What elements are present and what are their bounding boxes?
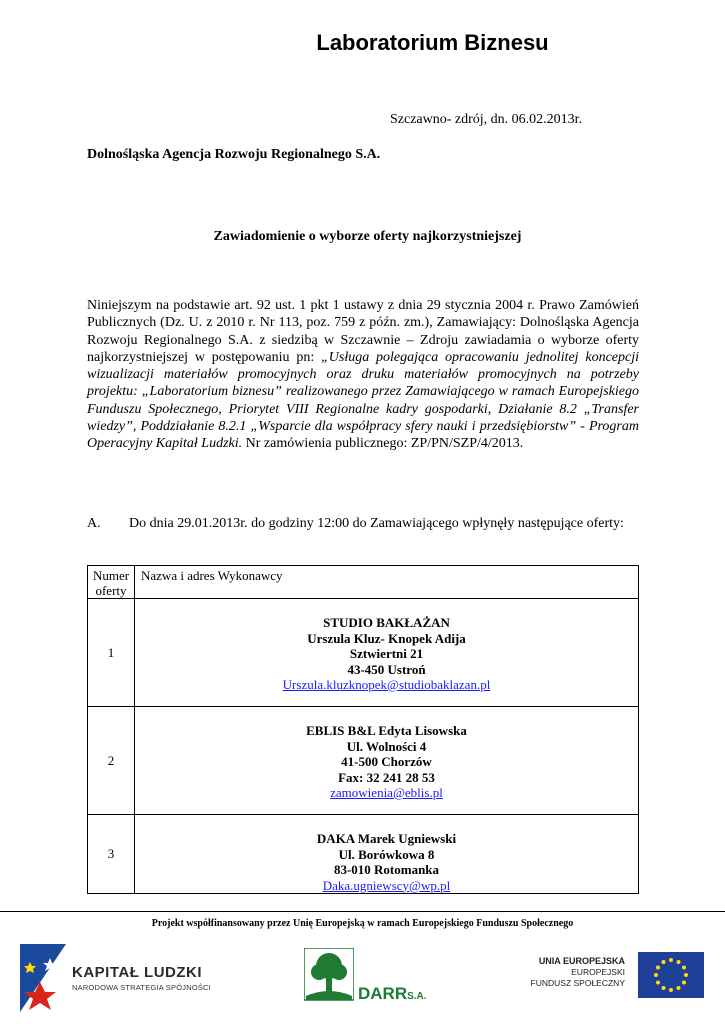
eu-text — [531, 956, 625, 989]
offer-number: 3 — [88, 815, 135, 894]
kapital-ludzki-title: KAPITAŁ LUDZKI — [72, 964, 203, 981]
darr-name-text: DARR — [358, 984, 408, 1003]
header-number: Numer oferty — [88, 566, 135, 599]
place-date: Szczawno- zdrój, dn. 06.02.2013r. — [390, 112, 583, 127]
offer-number: 1 — [88, 599, 135, 707]
footer-divider — [0, 911, 725, 912]
offer-line: 43-450 Ustroń — [347, 661, 426, 677]
eu-line-3: FUNDUSZ SPOŁECZNY — [530, 978, 625, 988]
kapital-ludzki-emblem-icon — [20, 944, 66, 1012]
document-header-title: Laboratorium Biznesu — [316, 30, 549, 55]
offer-line: 41-500 Chorzów — [341, 754, 432, 769]
offer-line: Fax: 32 241 28 53 — [338, 769, 435, 785]
offer-line: 83-010 Rotomanka — [333, 862, 440, 877]
eu-line-1: UNIA EUROPEJSKA — [538, 956, 625, 966]
section-a — [87, 515, 639, 532]
offer-details — [135, 599, 639, 707]
letter-subject: Zawiadomienie o wyborze oferty najkorzystniejszej — [213, 229, 522, 244]
table-row — [88, 707, 639, 815]
offer-line: EBLIS B&L Edyta Lisowska — [306, 723, 467, 738]
header-name: Nazwa i adres Wykonawcy — [135, 566, 639, 599]
body-part-2: Nr zamówienia publicznego: ZP/PN/SZP/4/2013. — [242, 436, 524, 452]
offers-table — [87, 565, 639, 894]
eu-line-2: EUROPEJSKI — [571, 967, 625, 977]
letter-body — [87, 297, 639, 453]
offer-line: DAKA Marek Ugniewski — [316, 831, 457, 846]
darr-logo — [302, 944, 432, 1012]
offer-line: STUDIO BAKŁAŻAN — [323, 615, 450, 630]
offer-number: 2 — [88, 707, 135, 815]
eu-logo — [520, 944, 720, 1012]
offer-details — [135, 815, 639, 894]
body-italic-title: „Usługa polegająca opracowaniu jednolitej koncepcji wizualizacji materiałów promocyjnych oraz druku materiałów promocyjnych na potrzeby projektu: „Laboratorium biznesu” realizowanego przez Zamawiającego w ramach Europejskiego Funduszu Społecznego, Priorytet VIII Regionalne kadry gospodarki, Działanie 8.2 „Transfer wiedzy”, Poddziałanie 8.2.1 „Wsparcie dla współpracy sfery nauki i przedsiębiorstw” - Program Operacyjny Kapitał Ludzki. — [87, 349, 639, 452]
offer-email-link[interactable]: Urszula.kluzknopek@studiobaklazan.pl — [282, 677, 491, 692]
table-row — [88, 815, 639, 894]
kapital-ludzki-logo — [20, 944, 240, 1012]
footer-cofinancing-text: Projekt współfinansowany przez Unię Europejską w ramach Europejskiego Funduszu Społecznego — [151, 918, 574, 929]
offer-line: Ul. Wolności 4 — [346, 738, 427, 754]
table-header-row — [88, 566, 639, 599]
table-row — [88, 599, 639, 707]
darr-suffix: S.A. — [407, 991, 427, 1002]
recipient: Dolnośląska Agencja Rozwoju Regionalnego S.A. — [87, 147, 381, 162]
section-a-text: Do dnia 29.01.2013r. do godziny 12:00 do Zamawiającego wpłynęły następujące oferty: — [129, 516, 624, 531]
offer-email-link[interactable]: zamowienia@eblis.pl — [330, 785, 443, 800]
offer-email-link[interactable]: Daka.ugniewscy@wp.pl — [322, 877, 451, 893]
offer-line: Urszula Kluz- Knopek Adija — [307, 630, 466, 646]
darr-name — [358, 984, 427, 1004]
section-a-letter: A. — [87, 516, 101, 531]
offer-details — [135, 707, 639, 815]
tree-icon — [304, 948, 354, 1004]
body-part-1: Niniejszym na podstawie art. 92 ust. 1 pkt 1 ustawy z dnia 29 stycznia 2004 r. Prawo Zamówień Publicznych (Dz. U. z 2010 r. Nr 113, poz. 759 z późn. zm.), Zamawiający: Dolnośląska Agencja Rozwoju Regionalnego S.A. z siedzibą w Szczawnie – Zdroju zawiadamia o wyborze oferty najkorzystniejszej w postępowaniu pn: — [87, 298, 639, 365]
eu-flag-icon — [638, 952, 704, 998]
offer-line: Sztwiertni 21 — [349, 646, 424, 661]
offer-line: Ul. Borówkowa 8 — [338, 846, 435, 862]
kapital-ludzki-subtitle: NARODOWA STRATEGIA SPÓJNOŚCI — [72, 983, 211, 992]
